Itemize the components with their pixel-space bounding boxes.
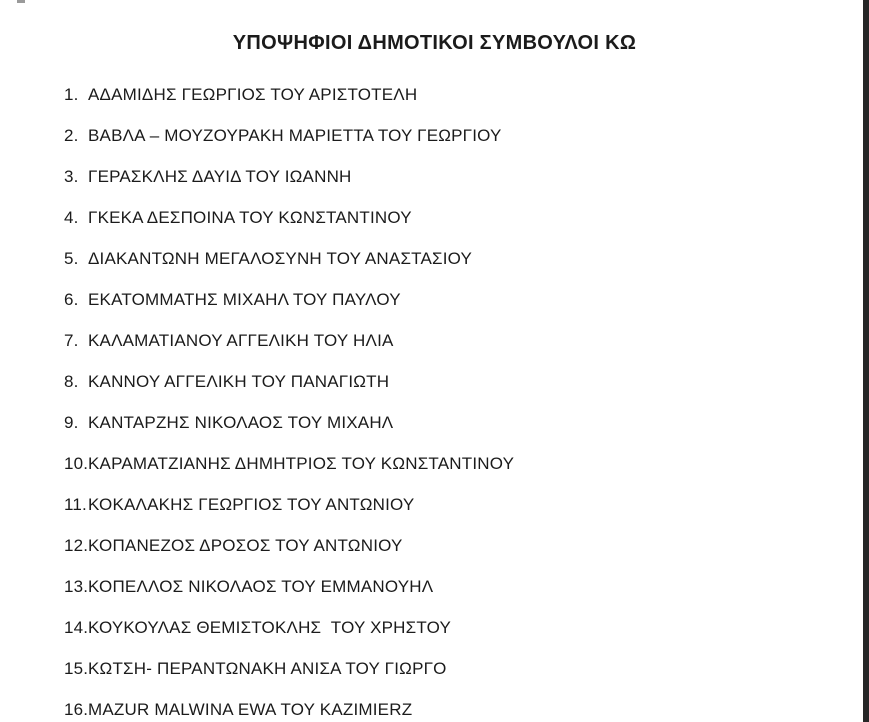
list-item bbox=[0, 619, 869, 637]
list-item bbox=[0, 86, 869, 104]
item-number: 1. bbox=[64, 85, 79, 104]
item-number: 16. bbox=[64, 700, 89, 719]
item-number: 15. bbox=[64, 659, 89, 678]
item-number: 7. bbox=[64, 331, 79, 350]
candidate-name: ΚΑΡΑΜΑΤΖΙΑΝΗΣ ΔΗΜΗΤΡΙΟΣ ΤΟΥ ΚΩΝΣΤΑΝΤΙΝΟΥ bbox=[88, 454, 515, 473]
page-title: ΥΠΟΨΗΦΙΟΙ ΔΗΜΟΤΙΚΟΙ ΣΥΜΒΟΥΛΟΙ ΚΩ bbox=[232, 32, 637, 54]
candidate-name: ΚΟΠΕΛΛΟΣ ΝΙΚΟΛΑΟΣ ΤΟΥ ΕΜΜΑΝΟΥΗΛ bbox=[88, 577, 434, 596]
list-item bbox=[0, 455, 869, 473]
candidate-name: ΓΕΡΑΣΚΛΗΣ ΔΑΥΙΔ ΤΟΥ ΙΩΑΝΝΗ bbox=[88, 167, 352, 186]
item-number: 9. bbox=[64, 413, 79, 432]
item-number: 14. bbox=[64, 618, 89, 637]
candidate-name: ΚΟΚΑΛΑΚΗΣ ΓΕΩΡΓΙΟΣ ΤΟΥ ΑΝΤΩΝΙΟΥ bbox=[88, 495, 415, 514]
candidate-name: ΔΙΑΚΑΝΤΩΝΗ ΜΕΓΑΛΟΣΥΝΗ ΤΟΥ ΑΝΑΣΤΑΣΙΟΥ bbox=[88, 249, 473, 268]
candidate-name: ΑΔΑΜΙΔΗΣ ΓΕΩΡΓΙΟΣ ΤΟΥ ΑΡΙΣΤΟΤΕΛΗ bbox=[88, 85, 418, 104]
candidate-name: ΚΩΤΣΗ- ΠΕΡΑΝΤΩΝΑΚΗ ΑΝΙΣΑ ΤΟΥ ΓΙΩΡΓΟ bbox=[88, 659, 447, 678]
candidate-list bbox=[0, 86, 869, 719]
list-item bbox=[0, 127, 869, 145]
item-number: 10. bbox=[64, 454, 89, 473]
list-item bbox=[0, 332, 869, 350]
candidate-name: ΚΑΛΑΜΑΤΙΑΝΟΥ ΑΓΓΕΛΙΚΗ ΤΟΥ ΗΛΙΑ bbox=[88, 331, 394, 350]
list-item bbox=[0, 209, 869, 227]
candidate-name: ΚΑΝΝΟΥ ΑΓΓΕΛΙΚΗ ΤΟΥ ΠΑΝΑΓΙΩΤΗ bbox=[88, 372, 390, 391]
candidate-name: ΕΚΑΤΟΜΜΑΤΗΣ ΜΙΧΑΗΛ ΤΟΥ ΠΑΥΛΟΥ bbox=[88, 290, 401, 309]
item-number: 6. bbox=[64, 290, 79, 309]
list-item bbox=[0, 168, 869, 186]
scan-artifact-speck bbox=[17, 0, 25, 3]
candidate-name: ΚΑΝΤΑΡΖΗΣ ΝΙΚΟΛΑΟΣ ΤΟΥ ΜΙΧΑΗΛ bbox=[88, 413, 394, 432]
item-number: 2. bbox=[64, 126, 79, 145]
item-number: 8. bbox=[64, 372, 79, 391]
item-number: 3. bbox=[64, 167, 79, 186]
item-number: 4. bbox=[64, 208, 79, 227]
candidate-name: ΚΟΥΚΟΥΛΑΣ ΘΕΜΙΣΤΟΚΛΗΣ ΤΟΥ ΧΡΗΣΤΟΥ bbox=[88, 618, 452, 637]
list-item bbox=[0, 660, 869, 678]
scan-edge-bar bbox=[863, 0, 869, 722]
candidate-name: ΒΑΒΛΑ – ΜΟΥΖΟΥΡΑΚΗ ΜΑΡΙΕΤΤΑ ΤΟΥ ΓΕΩΡΓΙΟΥ bbox=[88, 126, 502, 145]
list-item bbox=[0, 250, 869, 268]
candidate-name: ΓΚΕΚΑ ΔΕΣΠΟΙΝΑ ΤΟΥ ΚΩΝΣΤΑΝΤΙΝΟΥ bbox=[88, 208, 412, 227]
item-number: 12. bbox=[64, 536, 89, 555]
candidate-name: MAZUR MALWINA EWA ΤΟΥ KAZIMIERZ bbox=[88, 700, 413, 719]
list-item bbox=[0, 414, 869, 432]
list-item bbox=[0, 537, 869, 555]
list-item bbox=[0, 373, 869, 391]
item-number: 5. bbox=[64, 249, 79, 268]
item-number: 11. bbox=[64, 495, 87, 514]
list-item bbox=[0, 701, 869, 719]
candidate-name: ΚΟΠΑΝΕΖΟΣ ΔΡΟΣΟΣ ΤΟΥ ΑΝΤΩΝΙΟΥ bbox=[88, 536, 403, 555]
list-item bbox=[0, 496, 869, 514]
list-item bbox=[0, 578, 869, 596]
list-item bbox=[0, 291, 869, 309]
item-number: 13. bbox=[64, 577, 89, 596]
